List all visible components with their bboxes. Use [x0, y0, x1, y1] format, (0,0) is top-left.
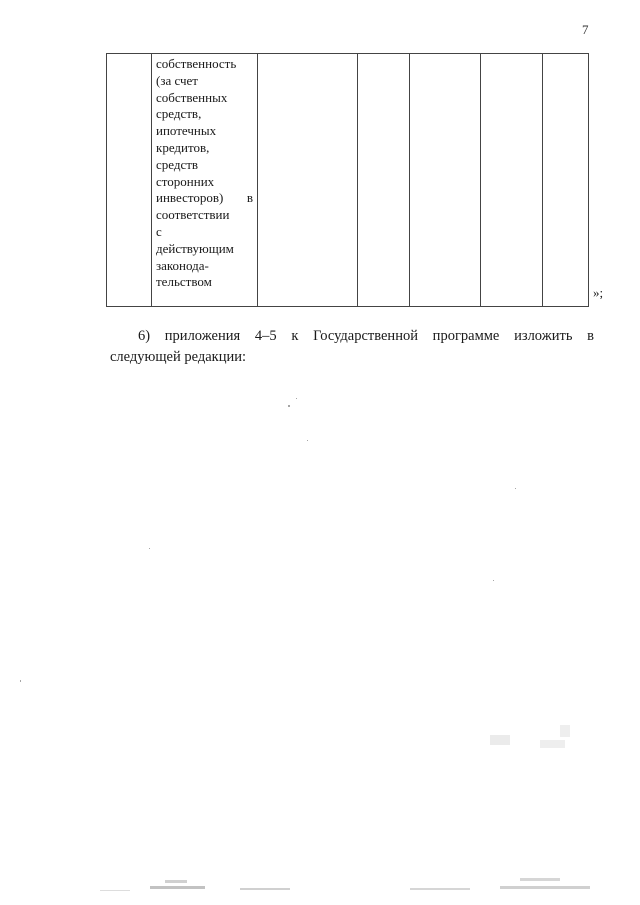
cell-line: средств [156, 156, 199, 172]
cell-line: с [156, 223, 162, 239]
table-cell-empty [481, 54, 543, 307]
paragraph-line: следующей редакции: [110, 349, 247, 365]
cell-line: кредитов, [156, 139, 210, 155]
cell-line: инвесторов) в [156, 190, 253, 206]
cell-line: соответствии [156, 207, 230, 223]
table-cell-empty [258, 54, 358, 307]
scan-speck [296, 398, 297, 399]
cell-line: тельством [156, 274, 212, 290]
scan-speck [149, 548, 150, 549]
closing-quote-mark: »; [593, 285, 604, 300]
table-cell-description [152, 54, 258, 307]
cell-text-block [152, 54, 257, 291]
paragraph-line: 6) приложения 4–5 к Государственной программе изложить в [138, 328, 594, 344]
scan-speck [288, 405, 290, 407]
scan-speck [493, 580, 494, 581]
cell-line: действующим [156, 240, 234, 256]
cell-line: законода- [156, 257, 209, 273]
table-row [107, 54, 589, 307]
table-cell-empty [543, 54, 589, 307]
cell-line: сторонних [156, 173, 215, 189]
cell-line: средств, [156, 106, 202, 122]
cell-line: собственность [156, 56, 237, 71]
program-table-fragment [106, 53, 589, 307]
amendment-paragraph [110, 326, 594, 368]
scan-speck [515, 488, 516, 489]
scan-speck [20, 680, 21, 682]
table-cell-empty [410, 54, 481, 307]
table-cell-empty [358, 54, 410, 307]
page-number: 7 [582, 22, 589, 37]
cell-line: ипотечных [156, 123, 217, 139]
table-cell-number [107, 54, 152, 307]
cell-line: (за счет [156, 72, 198, 88]
scan-speck [307, 440, 308, 441]
cell-line: собственных [156, 89, 228, 105]
